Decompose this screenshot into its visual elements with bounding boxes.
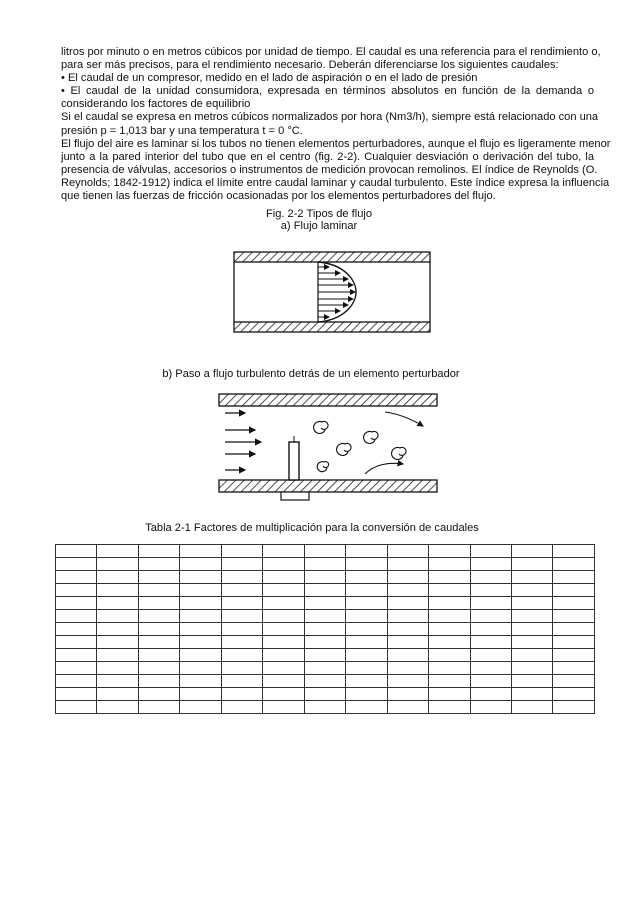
table-cell xyxy=(511,623,552,636)
table-cell xyxy=(304,675,345,688)
table-cell xyxy=(263,571,304,584)
table-cell xyxy=(470,597,511,610)
table-cell xyxy=(470,675,511,688)
table-cell xyxy=(511,584,552,597)
table-cell xyxy=(429,649,470,662)
table-cell xyxy=(304,597,345,610)
table-cell xyxy=(511,558,552,571)
paragraph-line: que tienen las fuerzas de fricción ocasionadas por los elementos perturbadores del flujo. xyxy=(61,190,496,203)
table-cell xyxy=(304,584,345,597)
table-cell xyxy=(97,571,138,584)
paragraph-line: presión p = 1,013 bar y una temperatura t = 0 °C. xyxy=(61,124,303,137)
table-cell xyxy=(346,545,387,558)
table-row xyxy=(56,688,595,701)
table-cell xyxy=(304,701,345,714)
table-cell xyxy=(138,636,179,649)
table-cell xyxy=(470,558,511,571)
table-cell xyxy=(138,662,179,675)
table-cell xyxy=(346,636,387,649)
table-cell xyxy=(470,636,511,649)
table-cell xyxy=(97,610,138,623)
table-cell xyxy=(97,675,138,688)
vortices xyxy=(314,421,407,471)
table-title: Tabla 2-1 Factores de multiplicación para la conversión de caudales xyxy=(145,522,479,534)
table-cell xyxy=(263,597,304,610)
table-row xyxy=(56,597,595,610)
paragraph-line: • El caudal de un compresor, medido en el lado de aspiración o en el lado de presión xyxy=(61,72,478,85)
table-cell xyxy=(470,688,511,701)
table-cell xyxy=(263,688,304,701)
table-cell xyxy=(97,649,138,662)
table-cell xyxy=(429,636,470,649)
paragraph-line: presencia de válvulas, accesorios o instrumentos de medición provocan remolinos. El índice de Reynolds (O. xyxy=(61,163,598,176)
table-cell xyxy=(553,584,595,597)
table-row xyxy=(56,623,595,636)
table-cell xyxy=(346,610,387,623)
table-cell xyxy=(346,571,387,584)
table-cell xyxy=(387,675,428,688)
table-cell xyxy=(304,610,345,623)
table-cell xyxy=(511,675,552,688)
table-cell xyxy=(346,649,387,662)
table-cell xyxy=(56,688,97,701)
table-cell xyxy=(470,610,511,623)
table-cell xyxy=(387,623,428,636)
table-cell xyxy=(387,636,428,649)
table-cell xyxy=(56,610,97,623)
laminar-flow-diagram xyxy=(226,244,438,340)
table-row xyxy=(56,584,595,597)
table-cell xyxy=(387,688,428,701)
table-cell xyxy=(553,649,595,662)
table-cell xyxy=(138,701,179,714)
table-cell xyxy=(97,701,138,714)
table-cell xyxy=(553,610,595,623)
table-cell xyxy=(221,571,262,584)
table-cell xyxy=(553,701,595,714)
table-cell xyxy=(138,649,179,662)
table-cell xyxy=(56,675,97,688)
table-cell xyxy=(180,597,221,610)
table-cell xyxy=(429,571,470,584)
table-row xyxy=(56,610,595,623)
table-cell xyxy=(346,558,387,571)
pipe-bottom-wall xyxy=(219,480,437,492)
table-row xyxy=(56,545,595,558)
pipe-top-wall xyxy=(219,394,437,406)
pipe-bottom-wall xyxy=(234,322,430,332)
table-cell xyxy=(429,597,470,610)
table-cell xyxy=(180,701,221,714)
table-cell xyxy=(429,610,470,623)
table-row xyxy=(56,662,595,675)
table-cell xyxy=(429,675,470,688)
table-cell xyxy=(138,688,179,701)
table-cell xyxy=(97,623,138,636)
table-cell xyxy=(553,688,595,701)
table-cell xyxy=(263,662,304,675)
table-cell xyxy=(387,701,428,714)
table-cell xyxy=(56,662,97,675)
table-cell xyxy=(346,597,387,610)
figure-caption-turbulent: b) Paso a flujo turbulento detrás de un elemento perturbador xyxy=(162,368,460,380)
table-cell xyxy=(97,545,138,558)
table-cell xyxy=(304,623,345,636)
paragraph-line: junto a la pared interior del tubo que en el centro (fig. 2-2). Cualquier desviación o derivación del tubo, la xyxy=(61,150,594,163)
obstacle-element xyxy=(289,442,299,480)
table-cell xyxy=(180,636,221,649)
inflow-arrows xyxy=(225,413,261,470)
pipe-top-wall xyxy=(234,252,430,262)
turbulent-flow-diagram xyxy=(215,390,441,502)
table-row xyxy=(56,649,595,662)
table-cell xyxy=(346,675,387,688)
table-cell xyxy=(221,558,262,571)
table-cell xyxy=(56,636,97,649)
table-cell xyxy=(387,584,428,597)
table-cell xyxy=(263,675,304,688)
table-cell xyxy=(56,649,97,662)
table-cell xyxy=(97,584,138,597)
table-row xyxy=(56,636,595,649)
table-cell xyxy=(553,675,595,688)
table-cell xyxy=(470,584,511,597)
table-cell xyxy=(138,545,179,558)
table-cell xyxy=(553,636,595,649)
table-cell xyxy=(138,610,179,623)
table-cell xyxy=(346,662,387,675)
table-cell xyxy=(387,662,428,675)
table-cell xyxy=(387,545,428,558)
table-cell xyxy=(346,584,387,597)
table-cell xyxy=(346,688,387,701)
paragraph-line: considerando los factores de equilibrio xyxy=(61,98,251,111)
body-paragraph xyxy=(61,46,611,203)
table-cell xyxy=(138,597,179,610)
table-cell xyxy=(511,649,552,662)
table-cell xyxy=(346,701,387,714)
table-cell xyxy=(221,675,262,688)
table-cell xyxy=(553,662,595,675)
table-cell xyxy=(429,623,470,636)
figure-title: Fig. 2-2 Tipos de flujo xyxy=(265,208,373,220)
table-cell xyxy=(553,545,595,558)
table-cell xyxy=(553,558,595,571)
table-cell xyxy=(221,662,262,675)
table-cell xyxy=(221,636,262,649)
table-cell xyxy=(470,701,511,714)
table-cell xyxy=(304,688,345,701)
table-row xyxy=(56,571,595,584)
table-cell xyxy=(180,623,221,636)
table-cell xyxy=(138,584,179,597)
table-cell xyxy=(429,545,470,558)
obstacle-base xyxy=(281,492,309,500)
table-cell xyxy=(346,623,387,636)
paragraph-line: El flujo del aire es laminar si los tubos no tienen elementos perturbadores, aunque el flujo es ligeramente menor xyxy=(61,137,611,150)
table-cell xyxy=(221,688,262,701)
paragraph-line: Reynolds; 1842-1912) indica el límite entre caudal laminar y caudal turbulento. Este índice expresa la influencia xyxy=(61,176,610,189)
table-cell xyxy=(263,649,304,662)
table-cell xyxy=(387,597,428,610)
table-row xyxy=(56,701,595,714)
table-cell xyxy=(304,545,345,558)
table-cell xyxy=(511,636,552,649)
table-cell xyxy=(304,649,345,662)
table-cell xyxy=(263,558,304,571)
table-row xyxy=(56,558,595,571)
table-cell xyxy=(304,636,345,649)
table-cell xyxy=(304,558,345,571)
table-cell xyxy=(56,571,97,584)
table-cell xyxy=(221,649,262,662)
table-cell xyxy=(180,688,221,701)
table-cell xyxy=(180,545,221,558)
table-cell xyxy=(221,584,262,597)
table-cell xyxy=(263,623,304,636)
table-cell xyxy=(97,662,138,675)
table-cell xyxy=(511,701,552,714)
table-cell xyxy=(387,558,428,571)
table-cell xyxy=(470,571,511,584)
table-cell xyxy=(511,662,552,675)
table-cell xyxy=(97,636,138,649)
table-cell xyxy=(263,584,304,597)
table-cell xyxy=(263,636,304,649)
table-cell xyxy=(470,649,511,662)
paragraph-line: Si el caudal se expresa en metros cúbicos normalizados por hora (Nm3/h), siempre está relacionado con una xyxy=(61,111,599,124)
table-cell xyxy=(180,662,221,675)
table-cell xyxy=(511,688,552,701)
table-cell xyxy=(56,545,97,558)
table-cell xyxy=(429,558,470,571)
velocity-arrows xyxy=(318,267,355,317)
table-cell xyxy=(429,688,470,701)
table-cell xyxy=(221,610,262,623)
table-cell xyxy=(138,558,179,571)
table-row xyxy=(56,675,595,688)
table-cell xyxy=(97,558,138,571)
outflow-arrows xyxy=(365,412,423,474)
table-cell xyxy=(138,675,179,688)
table-cell xyxy=(180,571,221,584)
table-cell xyxy=(511,597,552,610)
table-cell xyxy=(56,558,97,571)
table-cell xyxy=(180,610,221,623)
paragraph-line: para ser más precisos, para el rendimiento necesario. Deberán diferenciarse los siguientes caudales: xyxy=(61,59,559,72)
table-cell xyxy=(56,584,97,597)
table-cell xyxy=(56,701,97,714)
conversion-factors-table xyxy=(55,544,595,714)
table-cell xyxy=(470,623,511,636)
table-cell xyxy=(470,662,511,675)
table-cell xyxy=(304,571,345,584)
table-cell xyxy=(180,675,221,688)
table-cell xyxy=(304,662,345,675)
table-cell xyxy=(387,610,428,623)
table-cell xyxy=(97,597,138,610)
table-cell xyxy=(138,623,179,636)
table-cell xyxy=(429,701,470,714)
table-cell xyxy=(97,688,138,701)
table-cell xyxy=(511,610,552,623)
table-cell xyxy=(263,610,304,623)
figure-caption-laminar: a) Flujo laminar xyxy=(280,220,358,232)
table-cell xyxy=(263,545,304,558)
table-cell xyxy=(553,597,595,610)
table-cell xyxy=(221,597,262,610)
table-cell xyxy=(429,662,470,675)
table-cell xyxy=(511,545,552,558)
paragraph-line: litros por minuto o en metros cúbicos por unidad de tiempo. El caudal es una referencia para el rendimiento o, xyxy=(61,46,601,58)
table-cell xyxy=(553,571,595,584)
table-cell xyxy=(387,571,428,584)
paragraph-line: • El caudal de la unidad consumidora, expresada en términos absolutos en función de la demanda o xyxy=(61,85,594,98)
table-cell xyxy=(221,701,262,714)
table-cell xyxy=(180,649,221,662)
table-cell xyxy=(180,584,221,597)
table-cell xyxy=(180,558,221,571)
table-cell xyxy=(429,584,470,597)
table-cell xyxy=(221,623,262,636)
table-cell xyxy=(56,623,97,636)
table-cell xyxy=(221,545,262,558)
table-cell xyxy=(138,571,179,584)
table-cell xyxy=(263,701,304,714)
table-cell xyxy=(470,545,511,558)
table-cell xyxy=(387,649,428,662)
table-cell xyxy=(553,623,595,636)
table-cell xyxy=(511,571,552,584)
table-cell xyxy=(56,597,97,610)
